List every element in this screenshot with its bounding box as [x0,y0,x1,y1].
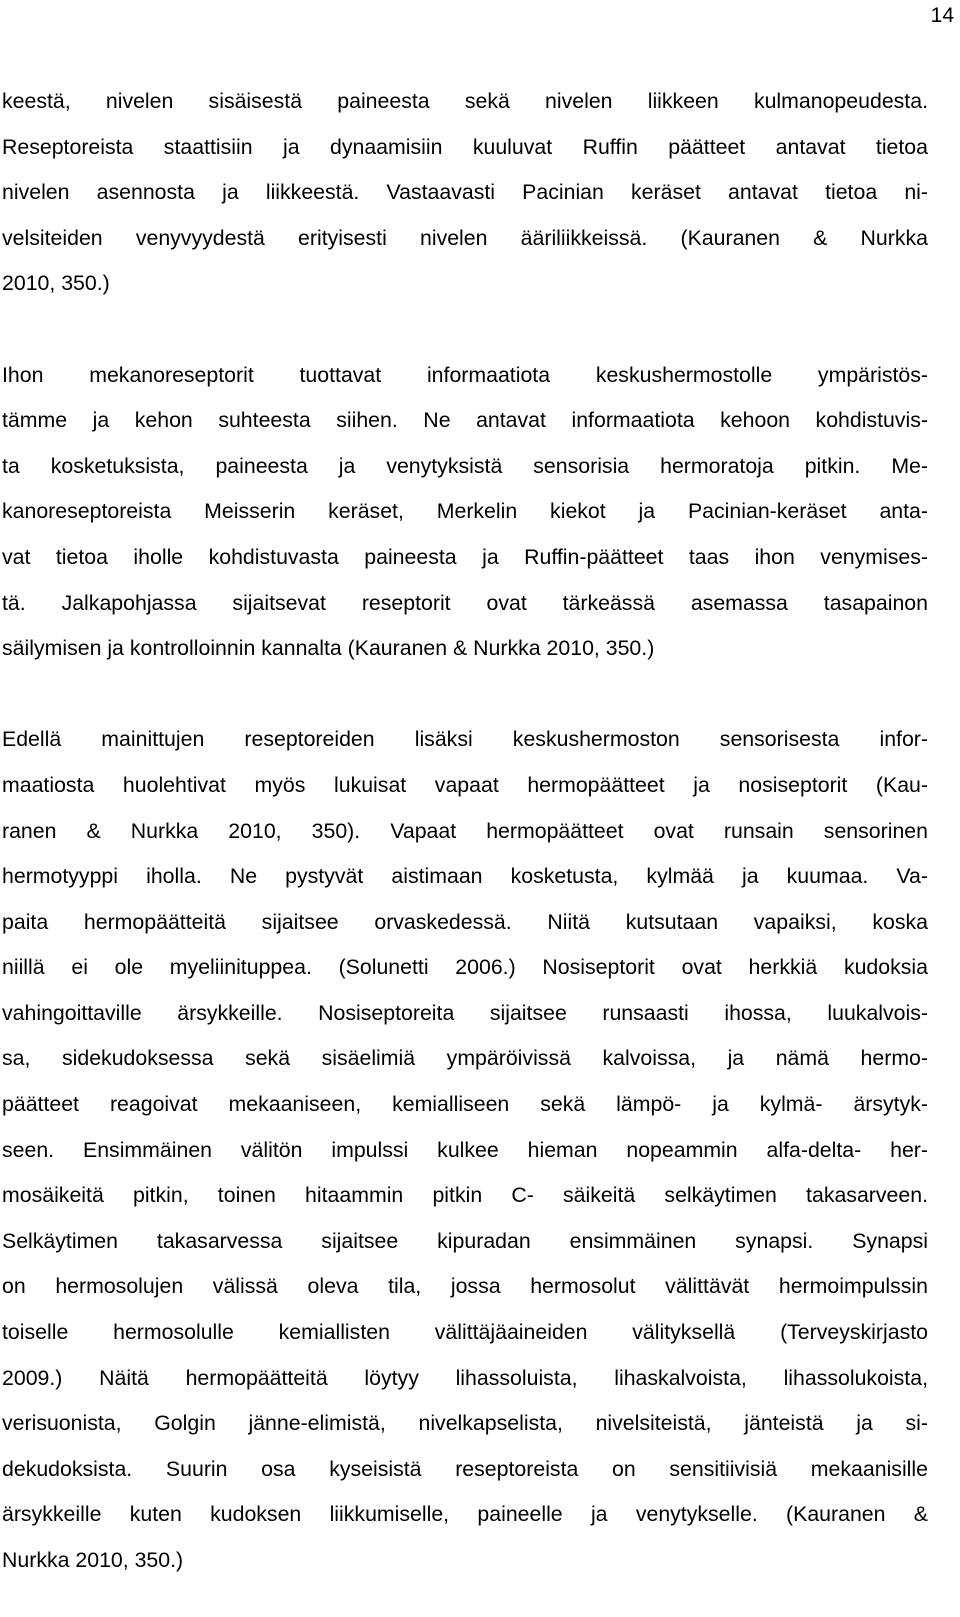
text-line: kanoreseptoreista Meisserin keräset, Merkelin kiekot ja Pacinian-keräset anta- [2,499,928,524]
text-line: 2009.) Näitä hermopäätteitä löytyy lihassoluista, lihaskalvoista, lihassolukoista, [2,1365,928,1390]
text-line: Reseptoreista staattisiin ja dynaamisiin kuuluvat Ruffin päätteet antavat tietoa [2,134,928,159]
text-line: paita hermopäätteitä sijaitsee orvaskedessä. Niitä kutsutaan vapaiksi, koska [2,909,928,934]
text-line: Selkäytimen takasarvessa sijaitsee kipuradan ensimmäinen synapsi. Synapsi [2,1228,928,1253]
text-line: 2010, 350.) [2,271,110,296]
text-line: Edellä mainittujen reseptoreiden lisäksi keskushermoston sensorisesta infor- [2,727,928,752]
text-line: on hermosolujen välissä oleva tila, jossa hermosolut välittävät hermoimpulssin [2,1274,928,1299]
text-line: nivelen asennosta ja liikkeestä. Vastaavasti Pacinian keräset antavat tietoa ni- [2,180,928,205]
text-line: dekudoksista. Suurin osa kyseisistä reseptoreista on sensitiivisiä mekaanisille [2,1456,928,1481]
paragraph-gap [2,672,928,718]
text-line: sa, sidekudoksessa sekä sisäelimiä ympäröivissä kalvoissa, ja nämä hermo- [2,1046,928,1071]
text-line: vat tietoa iholle kohdistuvasta paineesta ja Ruffin-päätteet taas ihon venymises- [2,544,928,569]
paragraph [2,717,928,1583]
text-line: tämme ja kehon suhteesta siihen. Ne antavat informaatiota kehoon kohdistuvis- [2,408,928,433]
text-line: maatiosta huolehtivat myös lukuisat vapaat hermopäätteet ja nosiseptorit (Kau- [2,772,928,797]
text-line: keestä, nivelen sisäisestä paineesta sekä nivelen liikkeen kulmanopeudesta. [2,89,928,113]
text-line: toiselle hermosolulle kemiallisten välittäjäaineiden välityksellä (Terveyskirjasto [2,1320,928,1345]
text-line: verisuonista, Golgin jänne-elimistä, nivelkapselista, nivelsiteistä, jänteistä ja si- [2,1411,928,1436]
document-body [2,79,928,1584]
text-line: säilymisen ja kontrolloinnin kannalta (Kauranen & Nurkka 2010, 350.) [2,636,655,661]
paragraph-gap [2,307,928,353]
paragraph [2,79,928,307]
text-line: hermotyyppi iholla. Ne pystyvät aistimaan kosketusta, kylmää ja kuumaa. Va- [2,864,928,889]
text-line: tä. Jalkapohjassa sijaitsevat reseptorit ovat tärkeässä asemassa tasapainon [2,590,928,615]
text-line: päätteet reagoivat mekaaniseen, kemialliseen sekä lämpö- ja kylmä- ärsytyk- [2,1092,928,1117]
text-line: niillä ei ole myeliinituppea. (Solunetti 2006.) Nosiseptorit ovat herkkiä kudoksia [2,955,928,980]
text-line: ranen & Nurkka 2010, 350). Vapaat hermopäätteet ovat runsain sensorinen [2,818,928,843]
text-line: Nurkka 2010, 350.) [2,1548,184,1572]
text-line: vahingoittaville ärsykkeille. Nosiseptoreita sijaitsee runsaasti ihossa, luukalvois- [2,1000,928,1025]
text-line: ta kosketuksista, paineesta ja venytyksistä sensorisia hermoratoja pitkin. Me- [2,453,928,478]
text-line: Ihon mekanoreseptorit tuottavat informaatiota keskushermostolle ympäristös- [2,362,928,387]
text-line: ärsykkeille kuten kudoksen liikkumiselle, paineelle ja venytykselle. (Kauranen & [2,1502,928,1527]
paragraph [2,353,928,672]
text-line: velsiteiden venyvyydestä erityisesti nivelen ääriliikkeissä. (Kauranen & Nurkka [2,225,928,250]
text-line: seen. Ensimmäinen välitön impulssi kulkee hieman nopeammin alfa-delta- her- [2,1137,928,1162]
text-line: mosäikeitä pitkin, toinen hitaammin pitkin C- säikeitä selkäytimen takasarveen. [2,1183,928,1208]
page-number: 14 [930,4,954,27]
